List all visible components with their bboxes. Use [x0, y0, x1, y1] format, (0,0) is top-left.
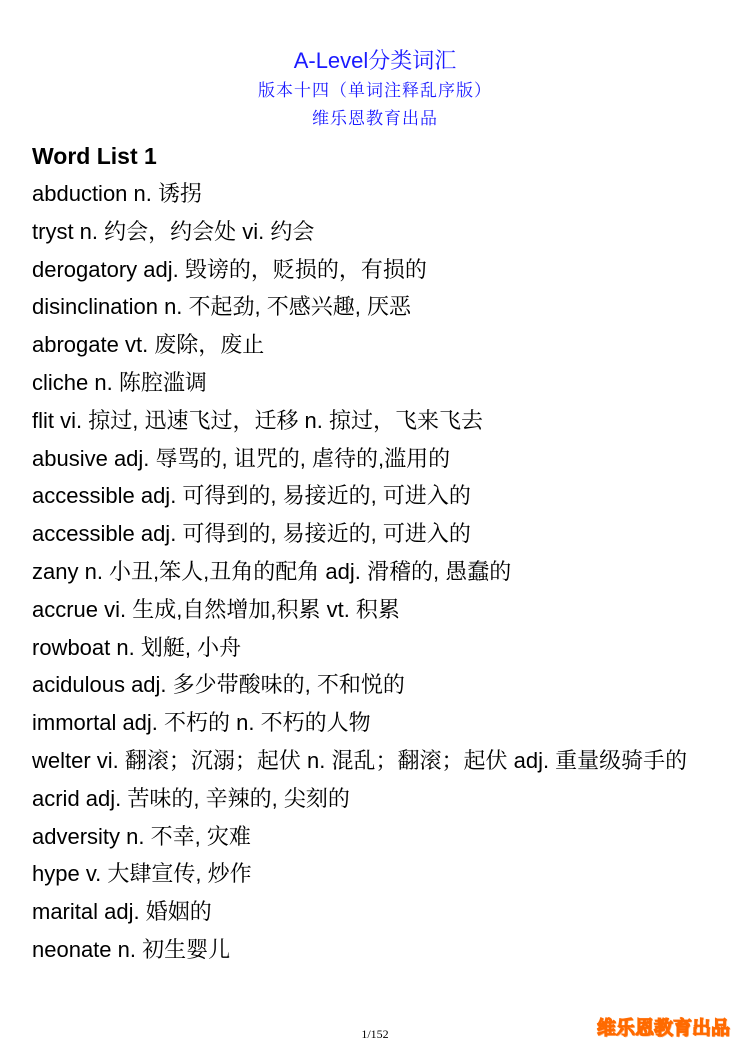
- word-entry: abrogate vt. 废除，废止: [32, 332, 265, 358]
- word-entry: acrid adj. 苦味的, 辛辣的, 尖刻的: [32, 785, 350, 811]
- document-title: A-Level分类词汇: [293, 48, 457, 73]
- document-subtitle: 版本十四（单词注释乱序版）: [258, 81, 492, 100]
- word-list-heading: Word List 1: [32, 143, 157, 169]
- word-entry: accessible adj. 可得到的, 易接近的, 可进入的: [32, 483, 471, 509]
- word-entry: acidulous adj. 多少带酸味的, 不和悦的: [32, 672, 405, 698]
- word-entry: tryst n. 约会，约会处 vi. 约会: [32, 218, 315, 244]
- word-entry: flit vi. 掠过, 迅速飞过，迁移 n. 掠过，飞来飞去: [32, 407, 484, 433]
- word-entry: cliche n. 陈腔滥调: [32, 369, 207, 395]
- word-entry: abduction n. 诱拐: [32, 181, 202, 206]
- word-entry: zany n. 小丑,笨人,丑角的配角 adj. 滑稽的, 愚蠢的: [32, 558, 512, 584]
- word-entry: abusive adj. 辱骂的, 诅咒的, 虐待的,滥用的: [32, 445, 451, 471]
- word-entry: welter vi. 翻滚；沉溺；起伏 n. 混乱；翻滚；起伏 adj. 重量级骑手的: [32, 747, 688, 773]
- word-entry: neonate n. 初生婴儿: [32, 936, 231, 962]
- word-entry: adversity n. 不幸, 灾难: [32, 823, 251, 849]
- word-entry: accrue vi. 生成,自然增加,积累 vt. 积累: [32, 596, 400, 622]
- word-entry: disinclination n. 不起劲, 不感兴趣, 厌恶: [32, 294, 411, 320]
- document-publisher: 维乐恩教育出品: [312, 109, 438, 128]
- page-number: 1/152: [361, 1027, 389, 1041]
- word-entry: rowboat n. 划艇, 小舟: [32, 634, 242, 660]
- word-entry: derogatory adj. 毁谤的，贬损的，有损的: [32, 256, 427, 282]
- word-entry: immortal adj. 不朽的 n. 不朽的人物: [32, 710, 371, 736]
- word-entry: hype v. 大肆宣传, 炒作: [32, 861, 252, 887]
- publisher-watermark: 维乐恩教育出品: [596, 1018, 730, 1039]
- word-list: [32, 175, 722, 969]
- word-entry: marital adj. 婚姻的: [32, 899, 212, 925]
- word-entry: accessible adj. 可得到的, 易接近的, 可进入的: [32, 521, 471, 547]
